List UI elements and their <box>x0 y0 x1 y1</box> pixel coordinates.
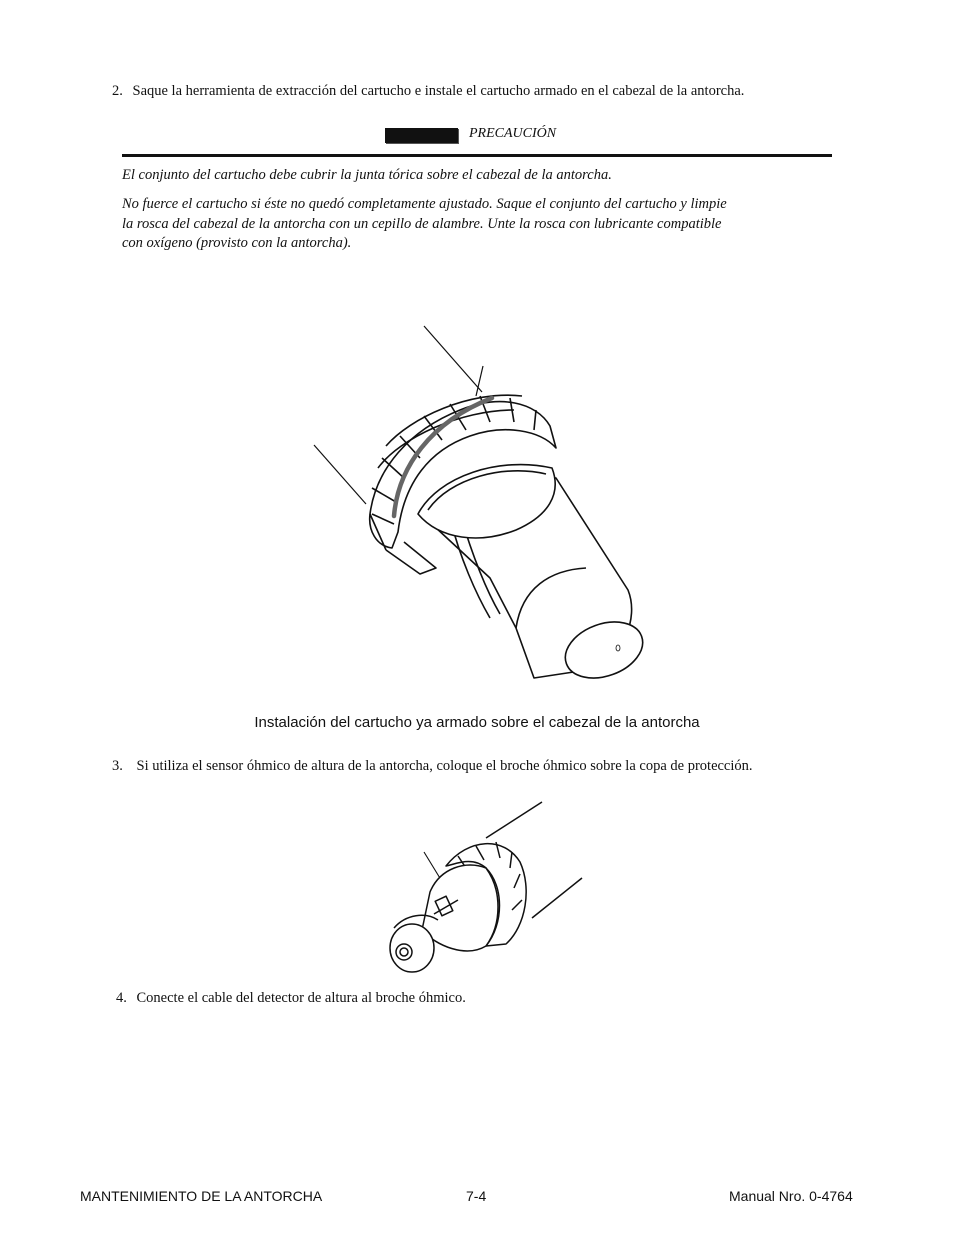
footer-manual-number: Manual Nro. 0-4764 <box>729 1188 853 1204</box>
caution-paragraph-2-line: No fuerce el cartucho si éste no quedó completamente ajustado. Saque el conjunto del cartucho y limpie <box>122 196 727 212</box>
figure-1-caption: Instalación del cartucho ya armado sobre el cabezal de la antorcha <box>254 714 700 731</box>
step-3-text: Si utiliza el sensor óhmico de altura de la antorcha, coloque el broche óhmico sobre la copa de protección. <box>136 758 753 774</box>
step-4-number: 4. <box>116 990 127 1006</box>
step-3-number: 3. <box>112 758 123 774</box>
figure-cartridge-illustration <box>300 318 660 698</box>
footer-page-number: 7-4 <box>466 1188 487 1204</box>
caution-paragraph-2-line: la rosca del cabezal de la antorcha con un cepillo de alambre. Unte la rosca con lubricante compatible <box>122 215 722 232</box>
step-2-number: 2. <box>112 83 123 99</box>
caution-line-1: El conjunto del cartucho debe cubrir la junta tórica sobre el cabezal de la antorcha. <box>122 167 612 183</box>
caution-rule <box>122 154 832 157</box>
step-3 <box>112 757 753 776</box>
footer-section-title: MANTENIMIENTO DE LA ANTORCHA <box>80 1188 323 1204</box>
figure-ohmic-clip-illustration <box>386 796 586 976</box>
caution-paragraph-2 <box>122 195 834 254</box>
caution-paragraph-2-line: con oxígeno (provisto con la antorcha). <box>122 235 352 251</box>
step-4-text: Conecte el cable del detector de altura al broche óhmico. <box>136 990 466 1006</box>
caution-title: PRECAUCIÓN <box>469 126 557 141</box>
step-2 <box>112 82 744 101</box>
step-2-text: Saque la herramienta de extracción del cartucho e instale el cartucho armado en el cabezal de la antorcha. <box>132 83 745 99</box>
caution-bar <box>385 128 458 143</box>
step-4 <box>116 989 466 1008</box>
